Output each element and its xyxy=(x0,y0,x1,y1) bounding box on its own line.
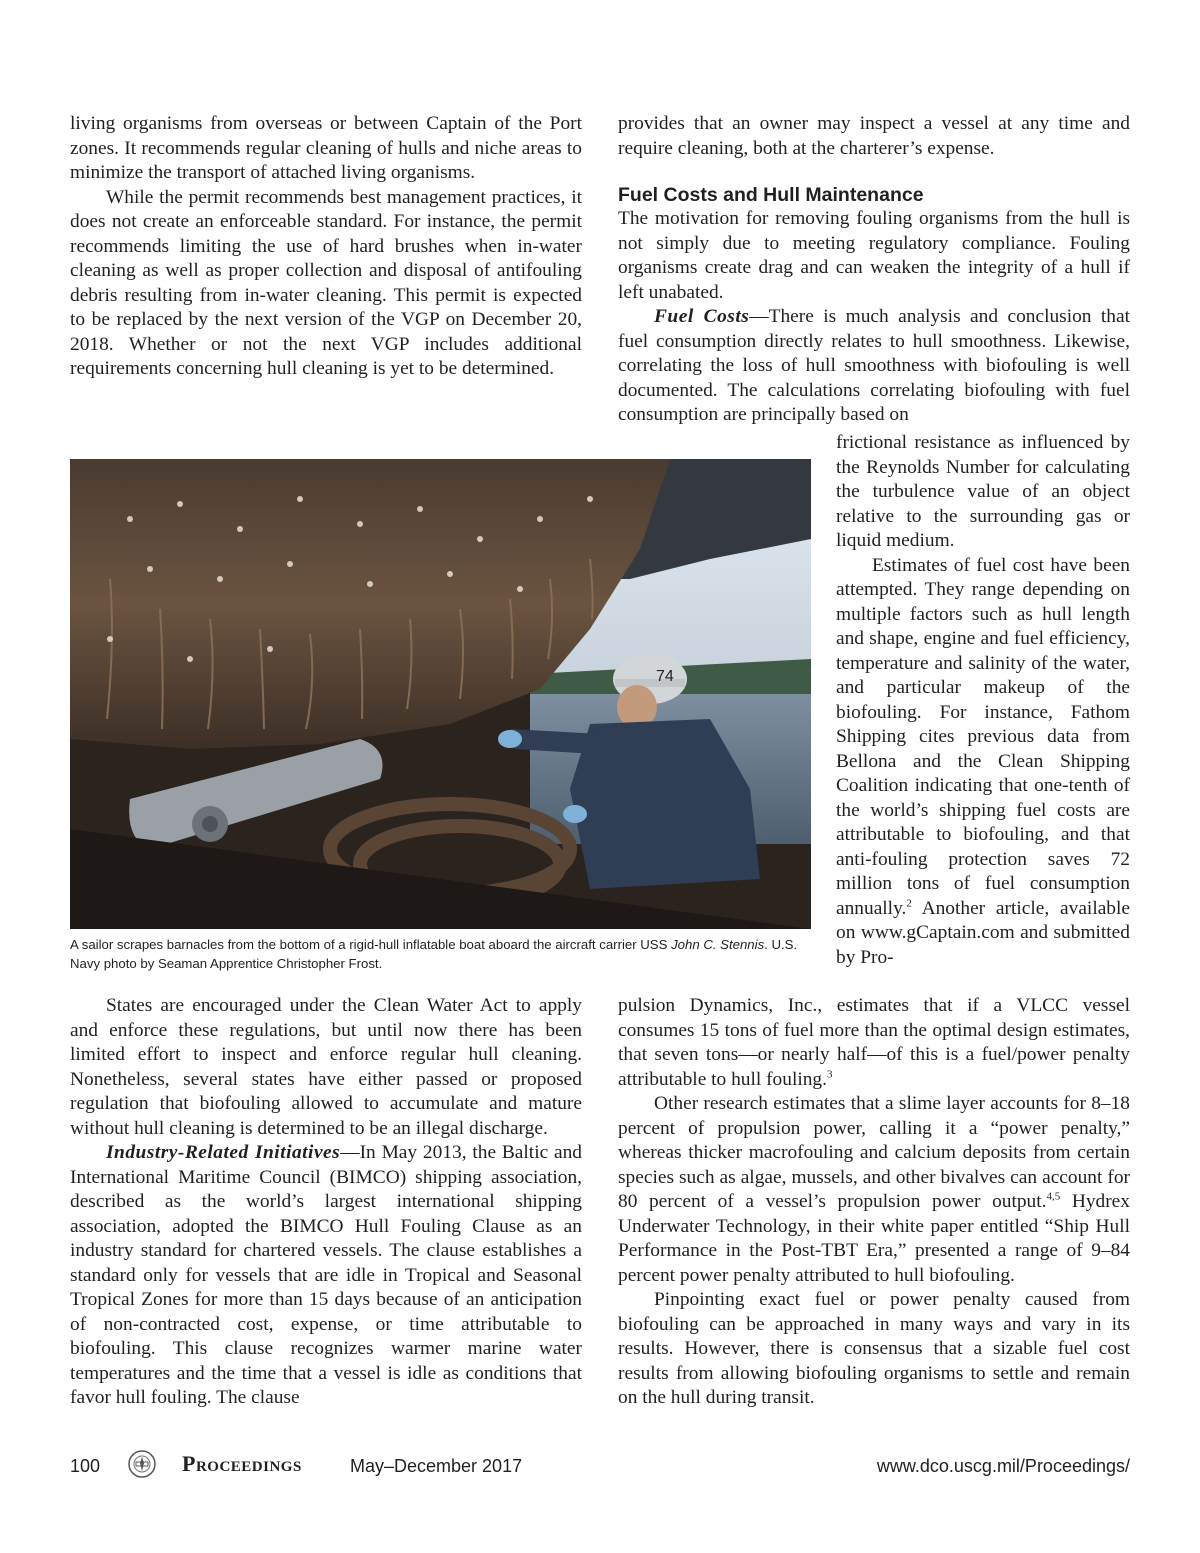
paragraph-text: —In May 2013, the Baltic and International Maritime Council (BIMCO) shipping association, described as the world’s largest international shipping association, adopted the BIMCO Hull Fouling Clause as an industry standard for chartered vessels. The clause establishes a standard only for vessels that are idle in Tropical and Seasonal Tropical Zones for more than 15 days because of an anticipation of non-contracted cost, expense, or time attributable to biofouling. This clause recognizes warmer marine water temperatures and the time that a vessel is idle as conditions that favor hull fouling. The clause xyxy=(70,1142,582,1408)
run-in-heading: Industry-Related Initiatives xyxy=(106,1142,341,1163)
photo-caption xyxy=(70,936,820,973)
paragraph: The motivation for removing fouling organisms from the hull is not simply due to meeting regulatory compliance. Fouling organisms create drag and can weaken the integrity of a hull if left unabated. xyxy=(618,208,1130,303)
photo-illustration xyxy=(70,459,811,929)
footnote-ref: 2 xyxy=(906,897,912,910)
caption-text: A sailor scrapes barnacles from the bottom of a rigid-hull inflatable boat aboard the aircraft carrier USS xyxy=(70,937,672,952)
paragraph xyxy=(836,554,1130,971)
page-footer xyxy=(0,1448,1200,1478)
column-2-bottom xyxy=(618,994,1130,1411)
paragraph xyxy=(618,994,1130,1092)
column-1-top xyxy=(70,112,582,382)
paragraph-text: —There is much analysis and conclusion that fuel consumption directly relates to hull smoothness. Likewise, correlating the loss of hull smoothness with biofouling is well documented. The calculations correlating biofouling with fuel consumption are principally based on xyxy=(618,306,1130,425)
column-2-wrap xyxy=(836,431,1130,970)
helmet-number: 74 xyxy=(656,668,674,685)
paragraph: States are encouraged under the Clean Water Act to apply and enforce these regulations, but until now there has been limited effort to inspect and enforce regular hull cleaning. Nonetheless, several states have either passed or proposed regulation that biofouling allowed to accumulate and mature without hull cleaning is determined to be an illegal discharge. xyxy=(70,995,582,1139)
issue-date: May–December 2017 xyxy=(350,1456,523,1476)
publication-name: Proceedings xyxy=(182,1451,302,1476)
paragraph-text: Other research estimates that a slime layer accounts for 8–18 percent of propulsion power, calling it a “power penalty,” whereas thicker macrofouling and calcium deposits from certain species such as algae, mussels, and other bivalves can account for 80 percent of a vessel’s propulsion power output. xyxy=(618,1093,1130,1212)
coast-guard-seal-icon xyxy=(128,1450,156,1478)
page-number: 100 xyxy=(70,1456,101,1476)
column-2-top xyxy=(618,112,1130,428)
paragraph xyxy=(618,305,1130,428)
caption-credit: . U.S. Navy photo by Seaman Apprentice Christopher Frost. xyxy=(70,937,798,971)
paragraph-text: pulsion Dynamics, Inc., estimates that if a VLCC vessel consumes 15 tons of fuel more than the optimal design estimates, that seven tons—or nearly half—of this is a fuel/power penalty attributable to hull fouling. xyxy=(618,995,1130,1090)
paragraph xyxy=(70,1141,582,1411)
paragraph-text: Another article, available on www.gCaptain.com and submitted by Pro- xyxy=(836,897,1130,968)
paragraph: provides that an owner may inspect a vessel at any time and require cleaning, both at the charterer’s expense. xyxy=(618,113,1130,159)
caption-ship-name: John C. Stennis xyxy=(671,937,765,952)
photo-sailor-scraping-barnacles xyxy=(70,459,811,929)
publication-url[interactable]: www.dco.uscg.mil/Proceedings/ xyxy=(876,1456,1130,1476)
footnote-ref: 3 xyxy=(826,1068,833,1081)
paragraph: Pinpointing exact fuel or power penalty caused from biofouling can be approached in many ways and vary in its results. However, there is consensus that a sizable fuel cost results from allowing biofouling organisms to settle and remain on the hull during transit. xyxy=(618,1289,1130,1408)
paragraph xyxy=(618,1092,1130,1288)
column-1-bottom xyxy=(70,994,582,1411)
footnote-ref: 4,5 xyxy=(1046,1190,1061,1203)
paragraph-text: Hydrex Underwater Technology, in their white paper entitled “Ship Hull Performance in the Post-TBT Era,” presented a range of 9–84 percent power penalty attributed to hull biofouling. xyxy=(618,1191,1130,1286)
paragraph-text: Estimates of fuel cost have been attempted. They range depending on multiple factors such as hull length and shape, engine and fuel efficiency, temperature and salinity of the water, and particular makeup of the biofouling. For instance, Fathom Shipping cites previous data from Bellona and the Clean Shipping Coalition indicating that one-tenth of the world’s shipping fuel costs are attributable to biofouling, and that anti-fouling protection saves 72 million tons of fuel consumption annually. xyxy=(836,554,1130,919)
run-in-heading: Fuel Costs xyxy=(654,306,750,327)
paragraph: While the permit recommends best management practices, it does not create an enforceable standard. For instance, the permit recommends limiting the use of hard brushes when in-water cleaning as well as proper collection and disposal of antifouling debris resulting from in-water cleaning. This permit is expected to be replaced by the next version of the VGP on December 20, 2018. Whether or not the next VGP includes additional requirements concerning hull cleaning is yet to be determined. xyxy=(70,186,582,379)
paragraph: living organisms from overseas or between Captain of the Port zones. It recommends regular cleaning of hulls and niche areas to minimize the transport of attached living organisms. xyxy=(70,113,582,183)
section-heading: Fuel Costs and Hull Maintenance xyxy=(618,184,924,206)
paragraph: frictional resistance as influenced by the Reynolds Number for calculating the turbulence value of an object relative to the surrounding gas or liquid medium. xyxy=(836,432,1130,551)
